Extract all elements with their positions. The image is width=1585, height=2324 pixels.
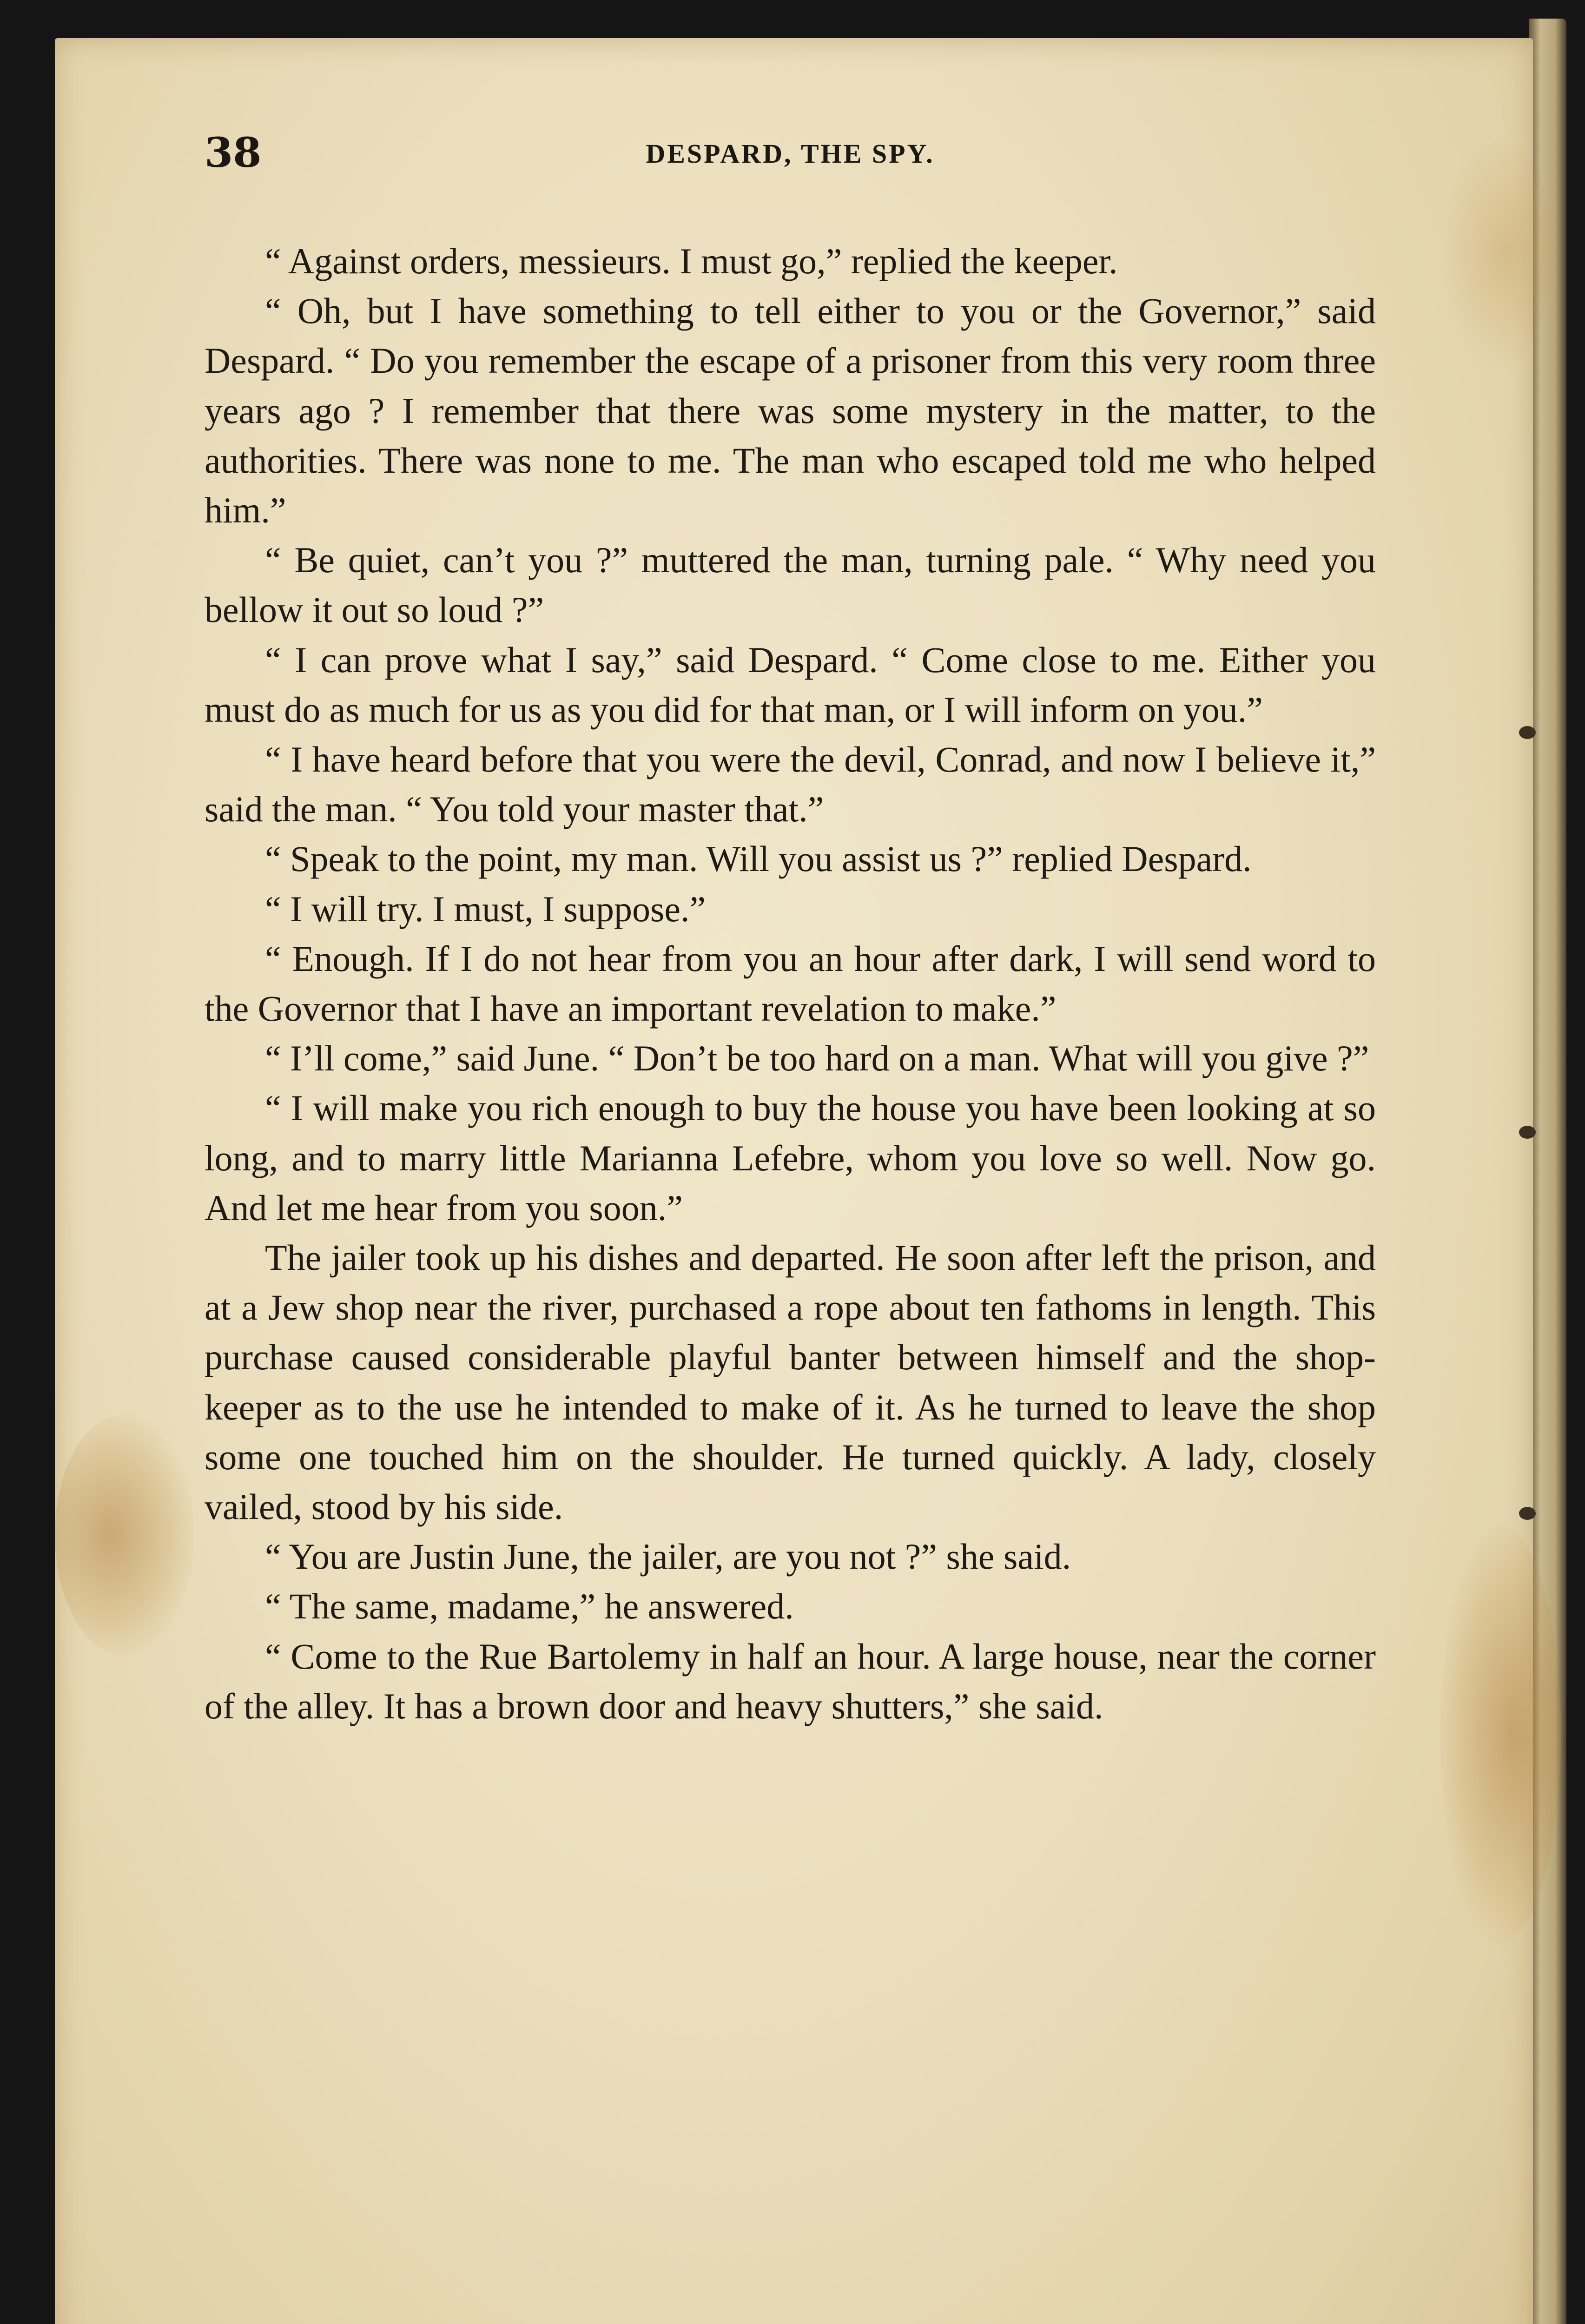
paragraph: “ The same, madame,” he answered. xyxy=(265,1586,794,1627)
paragraph: “ Against orders, messieurs. I must go,” replied the keeper. xyxy=(265,241,1118,281)
binding-hole xyxy=(1519,1126,1536,1139)
next-page-edge xyxy=(1529,19,1566,2324)
binding-hole xyxy=(1519,1507,1536,1520)
paragraph: “ I’ll come,” said June. “ Don’t be too hard on a man. What will you give ?” xyxy=(265,1038,1369,1079)
paragraph: “ Speak to the point, my man. Will you assist us ?” replied Despard. xyxy=(265,838,1252,879)
paragraph: “ I have heard before that you were the devil, Conrad, and now I believe it,” said the man. “ You told your master that.” xyxy=(205,739,1376,830)
paragraph: “ I will try. I must, I suppose.” xyxy=(265,888,706,929)
running-head: DESPARD, THE SPY. xyxy=(646,139,935,169)
paragraph: “ You are Justin June, the jailer, are you not ?” she said. xyxy=(265,1536,1071,1577)
paragraph: “ Come to the Rue Bartolemy in half an hour. A large house, near the corner of the alley. It has a brown door and heavy shutters,” she said. xyxy=(205,1636,1376,1726)
paragraph: The jailer took up his dishes and departed. He soon after left the prison, and at a Jew shop near the river, purchased a rope about ten fathoms in length. This purchase caused considerable playful banter between himself and the shop-keeper as to the use he intended to make of it. As he turned to leave the shop some one touched him on the shoulder. He turned quickly. A lady, closely vailed, stood by his side. xyxy=(205,1237,1376,1527)
body-text xyxy=(205,236,1376,1731)
binding-hole xyxy=(1519,726,1536,739)
paragraph: “ Enough. If I do not hear from you an hour after dark, I will send word to the Governor that I have an important revelation to make.” xyxy=(205,938,1376,1029)
paragraph: “ I will make you rich enough to buy the house you have been looking at so long, and to marry little Marianna Lefebre, whom you love so well. Now go. And let me hear from you soon.” xyxy=(205,1088,1376,1228)
page-header xyxy=(205,129,1376,176)
water-stain-left xyxy=(55,1414,194,1656)
paragraph: “ Oh, but I have something to tell either to you or the Governor,” said Despard. “ Do you remember the escape of a prisoner from this very room three years ago ? I remember that there was some mystery in the matter, to the authorities. There was none to me. The man who escaped told me who helped him.” xyxy=(205,290,1376,531)
page-number: 38 xyxy=(205,128,262,177)
paragraph: “ Be quiet, can’t you ?” muttered the man, turning pale. “ Why need you bellow it out so loud ?” xyxy=(205,540,1376,630)
paragraph: “ I can prove what I say,” said Despard. “ Come close to me. Either you must do as much for us as you did for that man, or I will inform on you.” xyxy=(205,639,1376,730)
